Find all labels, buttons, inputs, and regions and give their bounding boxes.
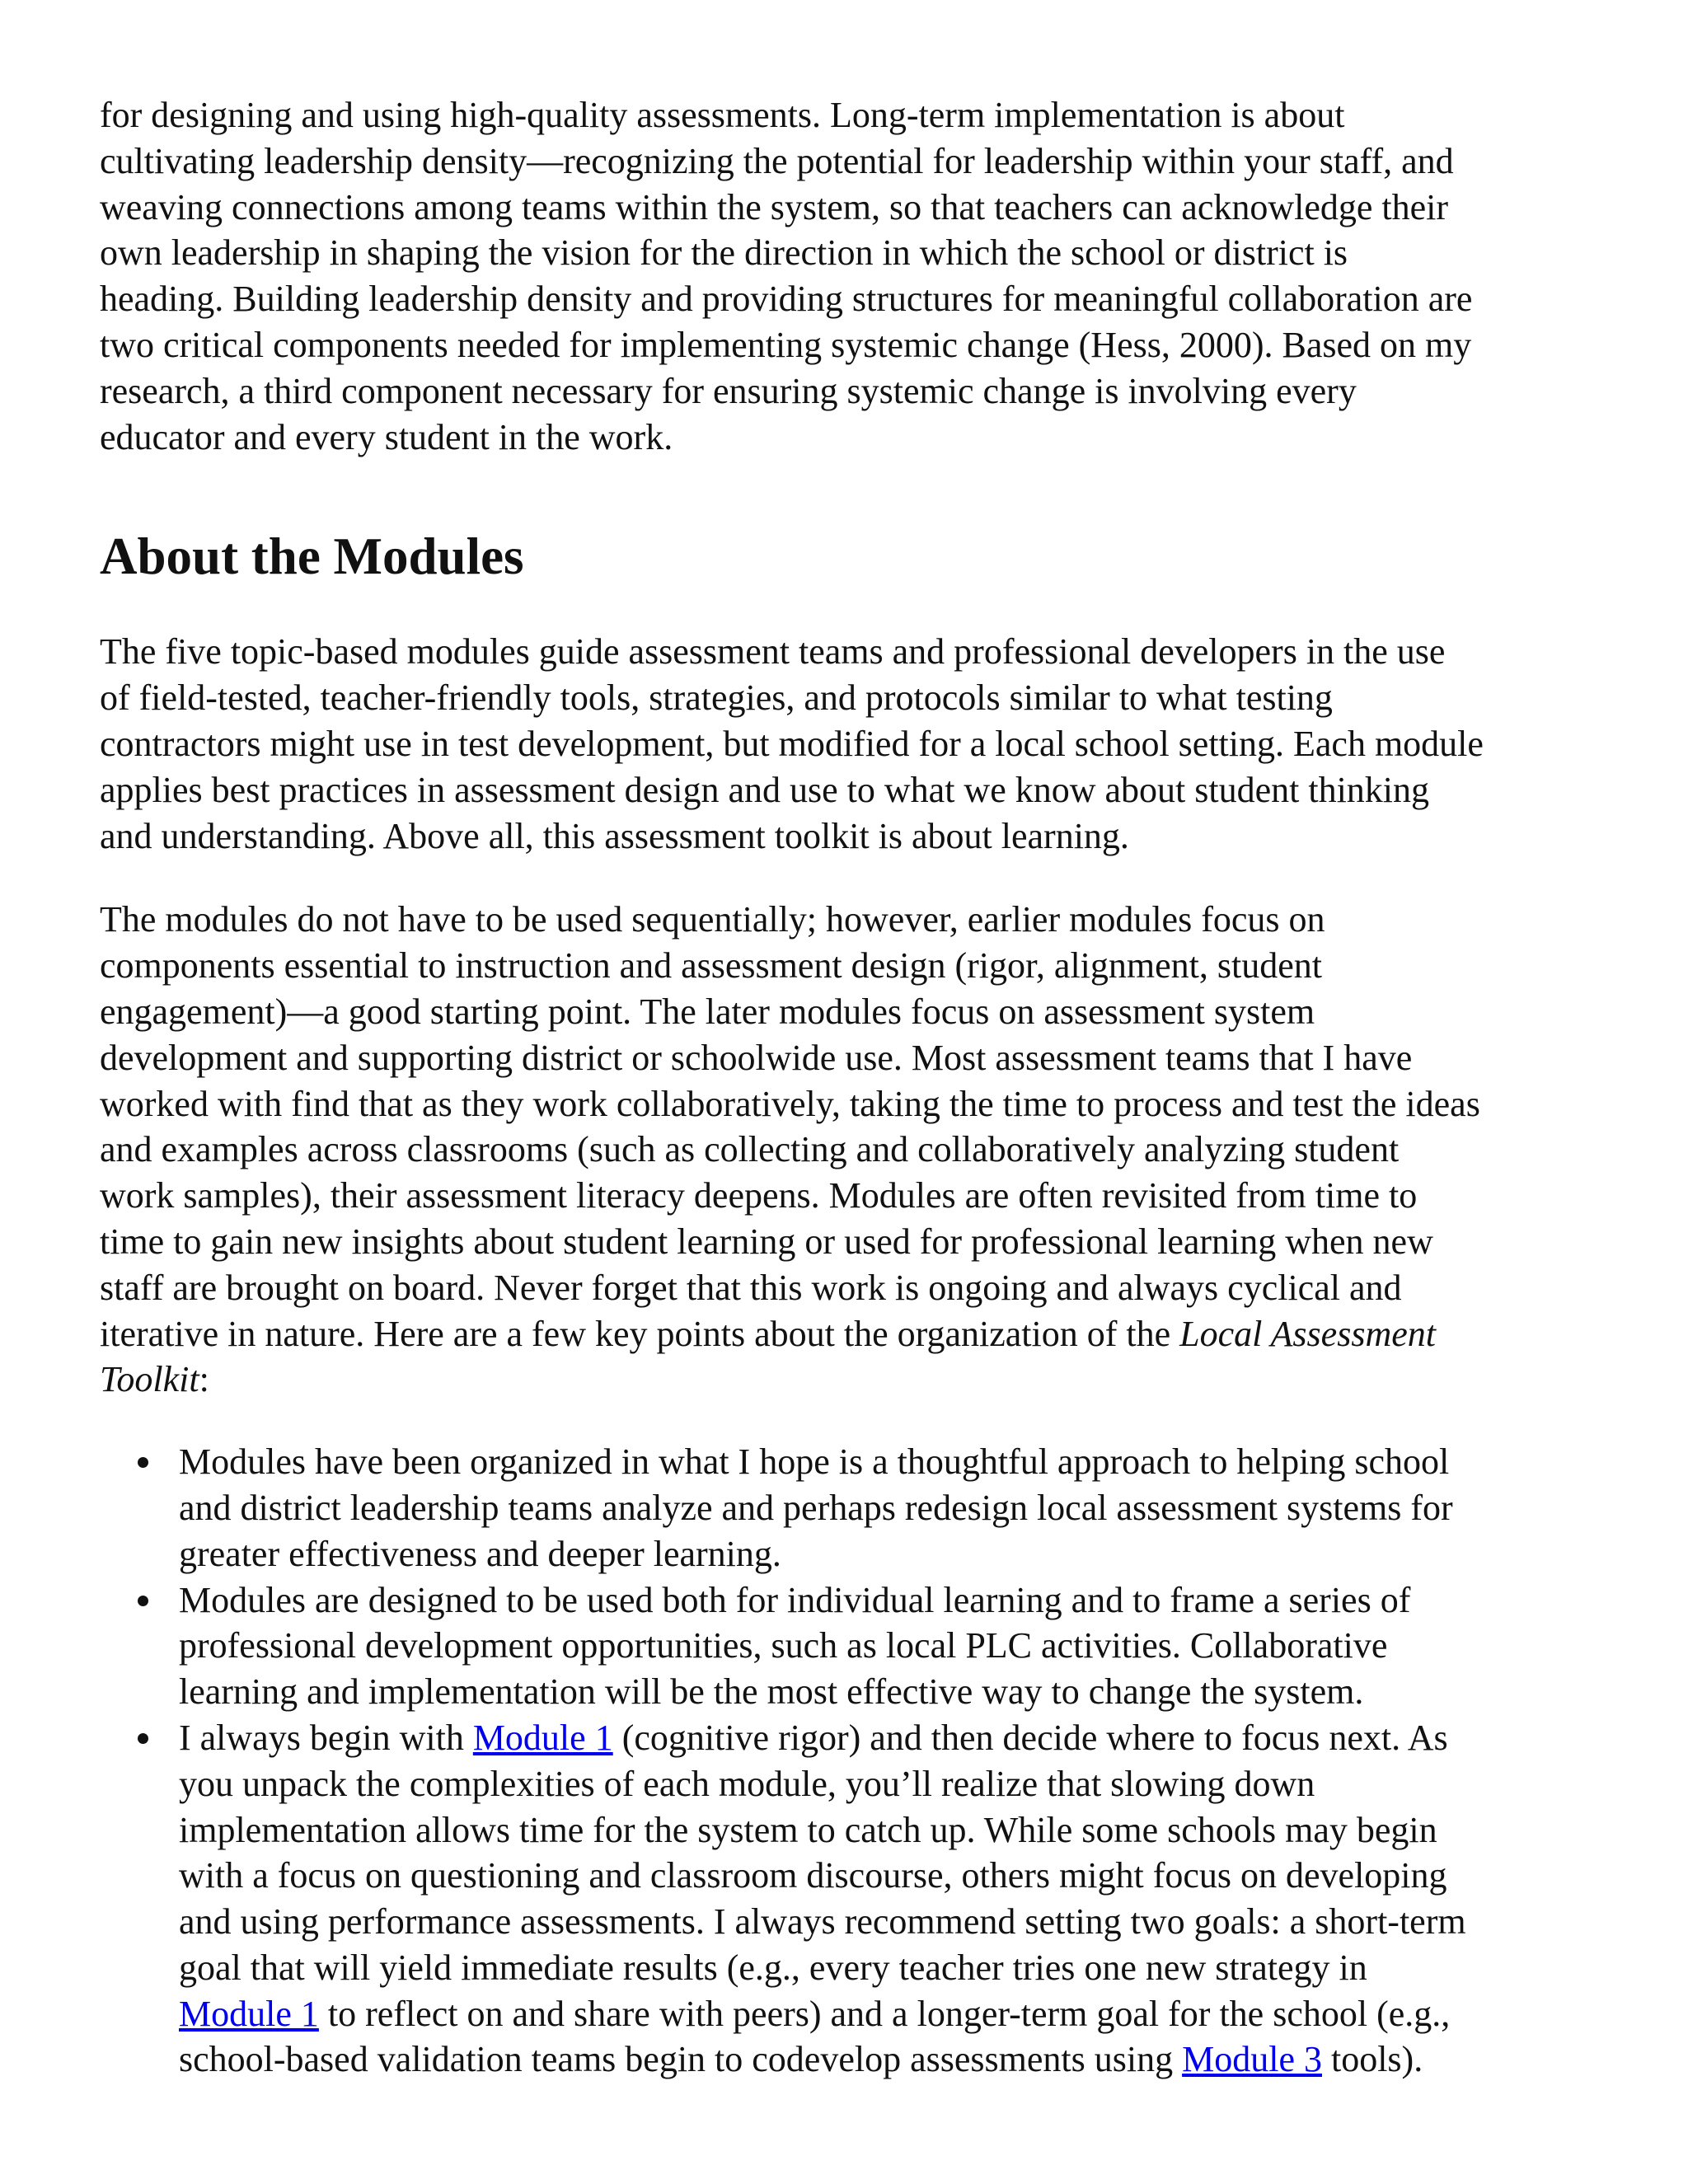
text-line: and examples across classrooms (such as collecting and collaboratively analyzing student	[100, 1129, 1400, 1170]
text-line	[179, 1715, 1688, 1761]
text-line: and district leadership teams analyze and perhaps redesign local assessment systems for	[179, 1487, 1453, 1528]
text-line	[179, 2036, 1688, 2083]
text-line: worked with find that as they work collaboratively, taking the time to process and test the ideas	[100, 1083, 1480, 1124]
book-title: Local Assessment	[1179, 1313, 1436, 1354]
list-item	[179, 1715, 1688, 2083]
text-line: engagement)—a good starting point. The later modules focus on assessment system	[100, 991, 1315, 1032]
module-3-link[interactable]: Module 3	[1182, 2039, 1322, 2080]
text-line: with a focus on questioning and classroom discourse, others might focus on developing	[179, 1855, 1447, 1896]
section-heading: About the Modules	[100, 527, 524, 586]
list-item	[179, 1439, 1688, 1577]
text-line	[100, 1311, 1688, 1357]
text-line: for designing and using high-quality assessments. Long-term implementation is about	[100, 95, 1345, 135]
text-line: applies best practices in assessment design and use to what we know about student thinking	[100, 769, 1430, 810]
text-segment: I always begin with	[179, 1717, 473, 1758]
text-line: Modules have been organized in what I hope is a thoughtful approach to helping school	[179, 1441, 1450, 1483]
text-line: work samples), their assessment literacy deepens. Modules are often revisited from time to	[100, 1175, 1418, 1216]
text-line	[179, 1991, 1688, 2037]
text-line: cultivating leadership density—recognizing the potential for leadership within your staff, and	[100, 140, 1454, 181]
module-1-link[interactable]: Module 1	[472, 1717, 613, 1758]
text-line: research, a third component necessary for ensuring systemic change is involving every	[100, 370, 1357, 411]
text-line: educator and every student in the work.	[100, 416, 673, 457]
text-segment: iterative in nature. Here are a few key points about the organization of the	[100, 1313, 1180, 1354]
bullet-icon	[138, 1596, 148, 1606]
text-segment: :	[199, 1359, 209, 1400]
text-line: time to gain new insights about student learning or used for professional learning when new	[100, 1221, 1433, 1262]
intro-paragraph	[100, 92, 1688, 460]
text-line: you unpack the complexities of each module, you’ll realize that slowing down	[179, 1763, 1315, 1804]
bullet-icon	[138, 1733, 148, 1744]
text-line: of field-tested, teacher-friendly tools, strategies, and protocols similar to what testing	[100, 677, 1333, 719]
text-line: professional development opportunities, such as local PLC activities. Collaborative	[179, 1625, 1388, 1666]
modules-paragraph	[100, 629, 1688, 859]
text-segment: to reflect on and share with peers) and a longer-term goal for the school (e.g.,	[318, 1993, 1451, 2034]
key-points-list	[100, 1439, 1688, 2083]
text-segment: school-based validation teams begin to codevelop assessments using	[179, 2039, 1183, 2080]
text-line	[100, 1357, 1688, 1403]
text-line: two critical components needed for implementing systemic change (Hess, 2000). Based on my	[100, 324, 1472, 365]
text-line: development and supporting district or schoolwide use. Most assessment teams that I have	[100, 1037, 1413, 1078]
text-line: greater effectiveness and deeper learning.	[179, 1533, 781, 1574]
text-line: components essential to instruction and assessment design (rigor, alignment, student	[100, 945, 1322, 987]
text-line: goal that will yield immediate results (e.g., every teacher tries one new strategy in	[179, 1947, 1367, 1988]
text-line: and understanding. Above all, this assessment toolkit is about learning.	[100, 815, 1129, 856]
list-item	[179, 1577, 1688, 1715]
sequence-paragraph	[100, 897, 1688, 1403]
text-segment: tools).	[1321, 2039, 1423, 2080]
module-1-link[interactable]: Module 1	[179, 1993, 319, 2034]
text-line: learning and implementation will be the most effective way to change the system.	[179, 1671, 1364, 1713]
text-line: staff are brought on board. Never forget that this work is ongoing and always cyclical and	[100, 1267, 1402, 1308]
text-line: weaving connections among teams within the system, so that teachers can acknowledge their	[100, 186, 1449, 227]
text-line: contractors might use in test development, but modified for a local school setting. Each module	[100, 723, 1484, 764]
book-title: Toolkit	[100, 1359, 199, 1400]
text-line: implementation allows time for the system to catch up. While some schools may begin	[179, 1809, 1437, 1850]
text-segment: (cognitive rigor) and then decide where to focus next. As	[612, 1717, 1448, 1758]
text-line: Modules are designed to be used both for individual learning and to frame a series of	[179, 1579, 1411, 1620]
text-line: The five topic-based modules guide assessment teams and professional developers in the use	[100, 631, 1446, 673]
text-line: heading. Building leadership density and providing structures for meaningful collaboration are	[100, 279, 1473, 320]
bullet-icon	[138, 1457, 148, 1468]
text-line: The modules do not have to be used sequentially; however, earlier modules focus on	[100, 899, 1325, 940]
text-line: own leadership in shaping the vision for the direction in which the school or district is	[100, 232, 1348, 274]
text-line: and using performance assessments. I always recommend setting two goals: a short-term	[179, 1901, 1466, 1943]
